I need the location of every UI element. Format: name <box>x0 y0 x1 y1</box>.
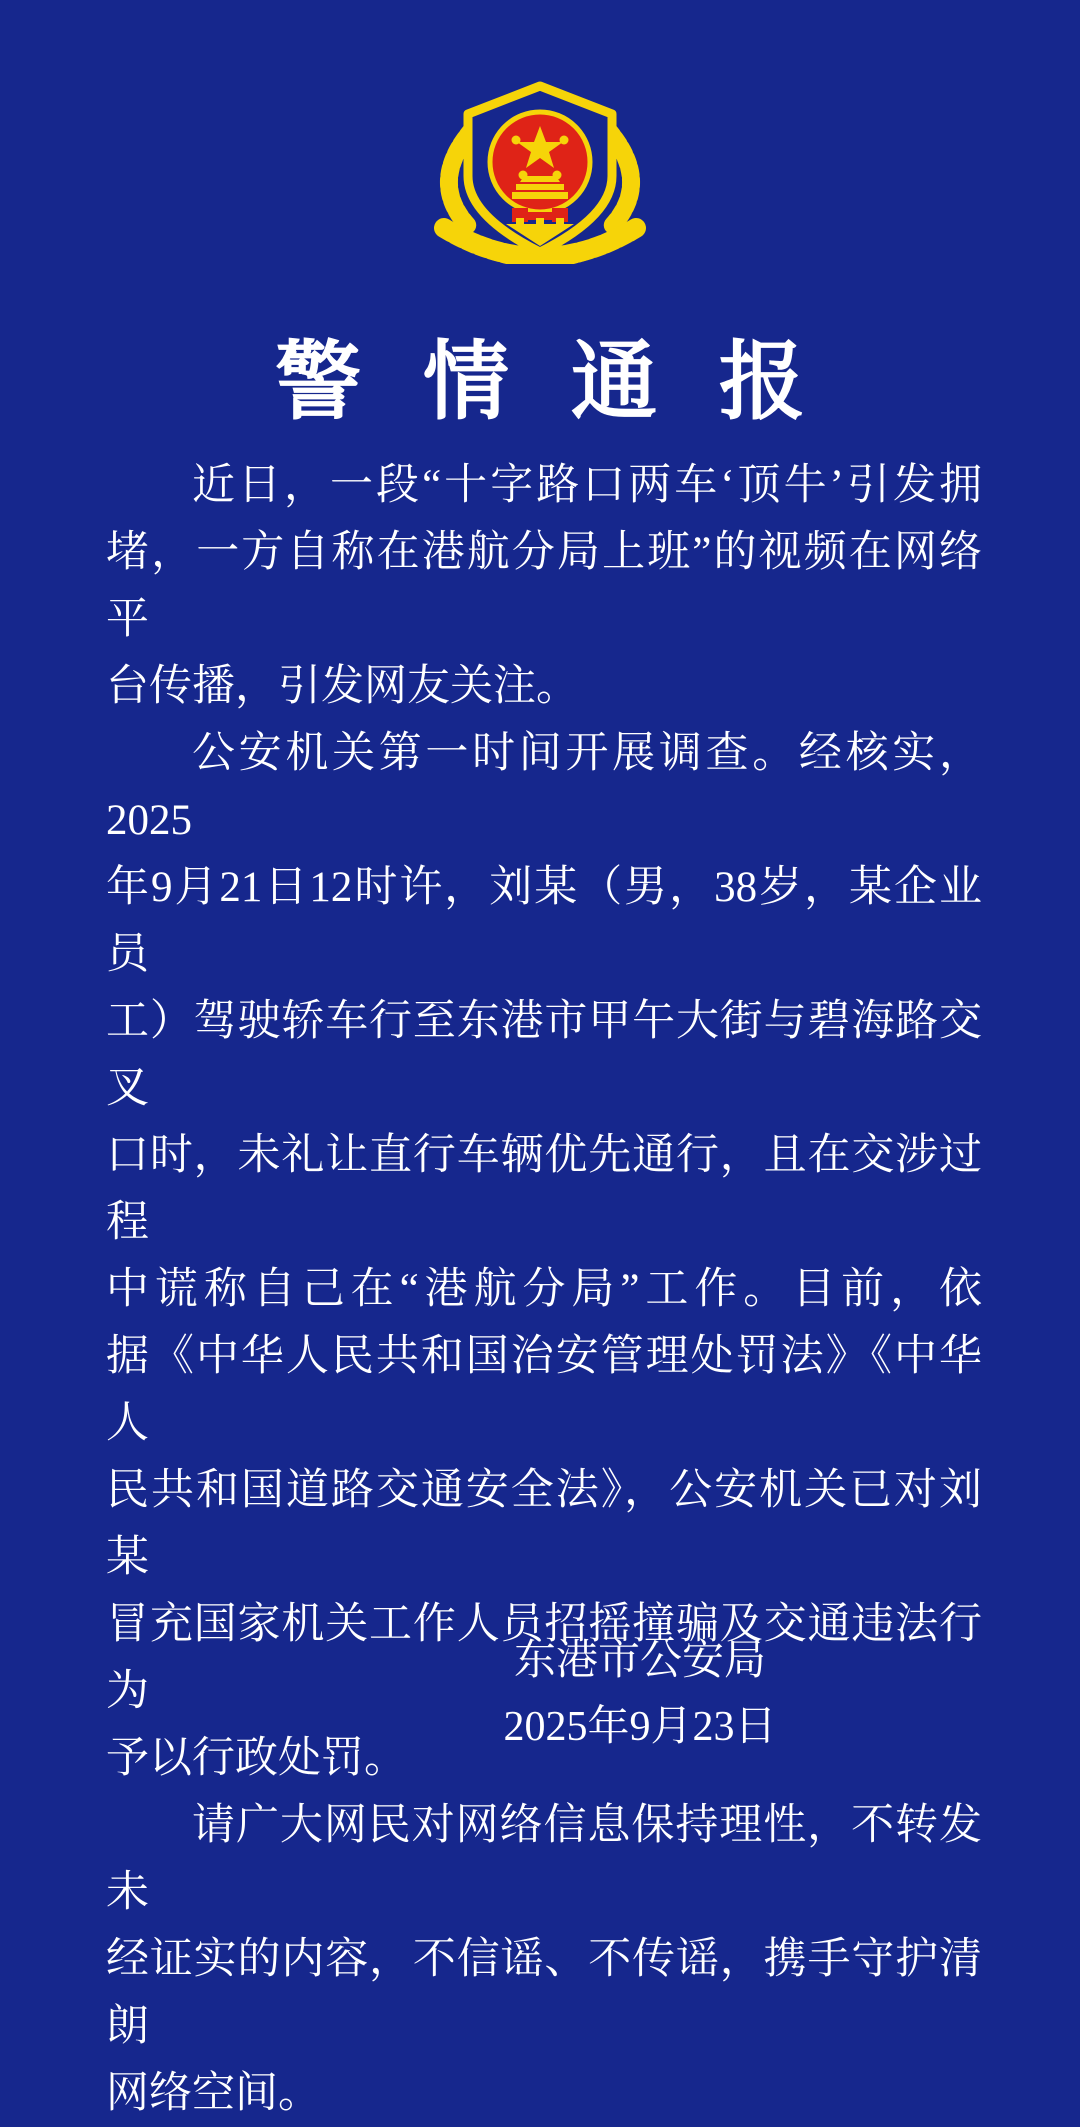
body-line: 堵，一方自称在港航分局上班”的视频在网络平 <box>106 529 982 643</box>
body-line: 冒充国家机关工作人员招摇撞骗及交通违法行为 <box>106 1601 982 1715</box>
signature-block <box>300 1628 980 1760</box>
body-line: 经证实的内容，不信谣、不传谣，携手守护清朗 <box>106 1936 982 2050</box>
body-line: 台传播，引发网友关注。 <box>106 663 579 710</box>
body-line: 公安机关第一时间开展调查。经核实，2025 <box>106 730 982 844</box>
body-line: 口时，未礼让直行车辆优先通行，且在交涉过程 <box>106 1132 982 1246</box>
body-line: 年9月21日12时许，刘某（男，38岁，某企业员 <box>106 864 982 978</box>
body-line: 中谎称自己在“港航分局”工作。目前，依 <box>106 1266 982 1313</box>
body-line: 予以行政处罚。 <box>106 1735 407 1782</box>
body-line: 民共和国道路交通安全法》，公安机关已对刘某 <box>106 1467 982 1581</box>
signature-agency: 东港市公安局 <box>513 1638 766 1684</box>
notice-body <box>106 452 982 2127</box>
body-line: 请广大网民对网络信息保持理性，不转发未 <box>106 1802 982 1916</box>
body-line: 网络空间。 <box>106 2070 321 2117</box>
police-badge-icon <box>420 78 660 264</box>
body-line: 据《中华人民共和国治安管理处罚法》《中华人 <box>106 1333 982 1447</box>
notice-title: 警情通报 <box>275 334 867 430</box>
body-line: 工）驾驶轿车行至东港市甲午大街与碧海路交叉 <box>106 998 982 1112</box>
signature-date: 2025年9月23日 <box>503 1704 777 1750</box>
body-line: 近日，一段“十字路口两车‘顶牛’引发拥 <box>192 462 982 509</box>
